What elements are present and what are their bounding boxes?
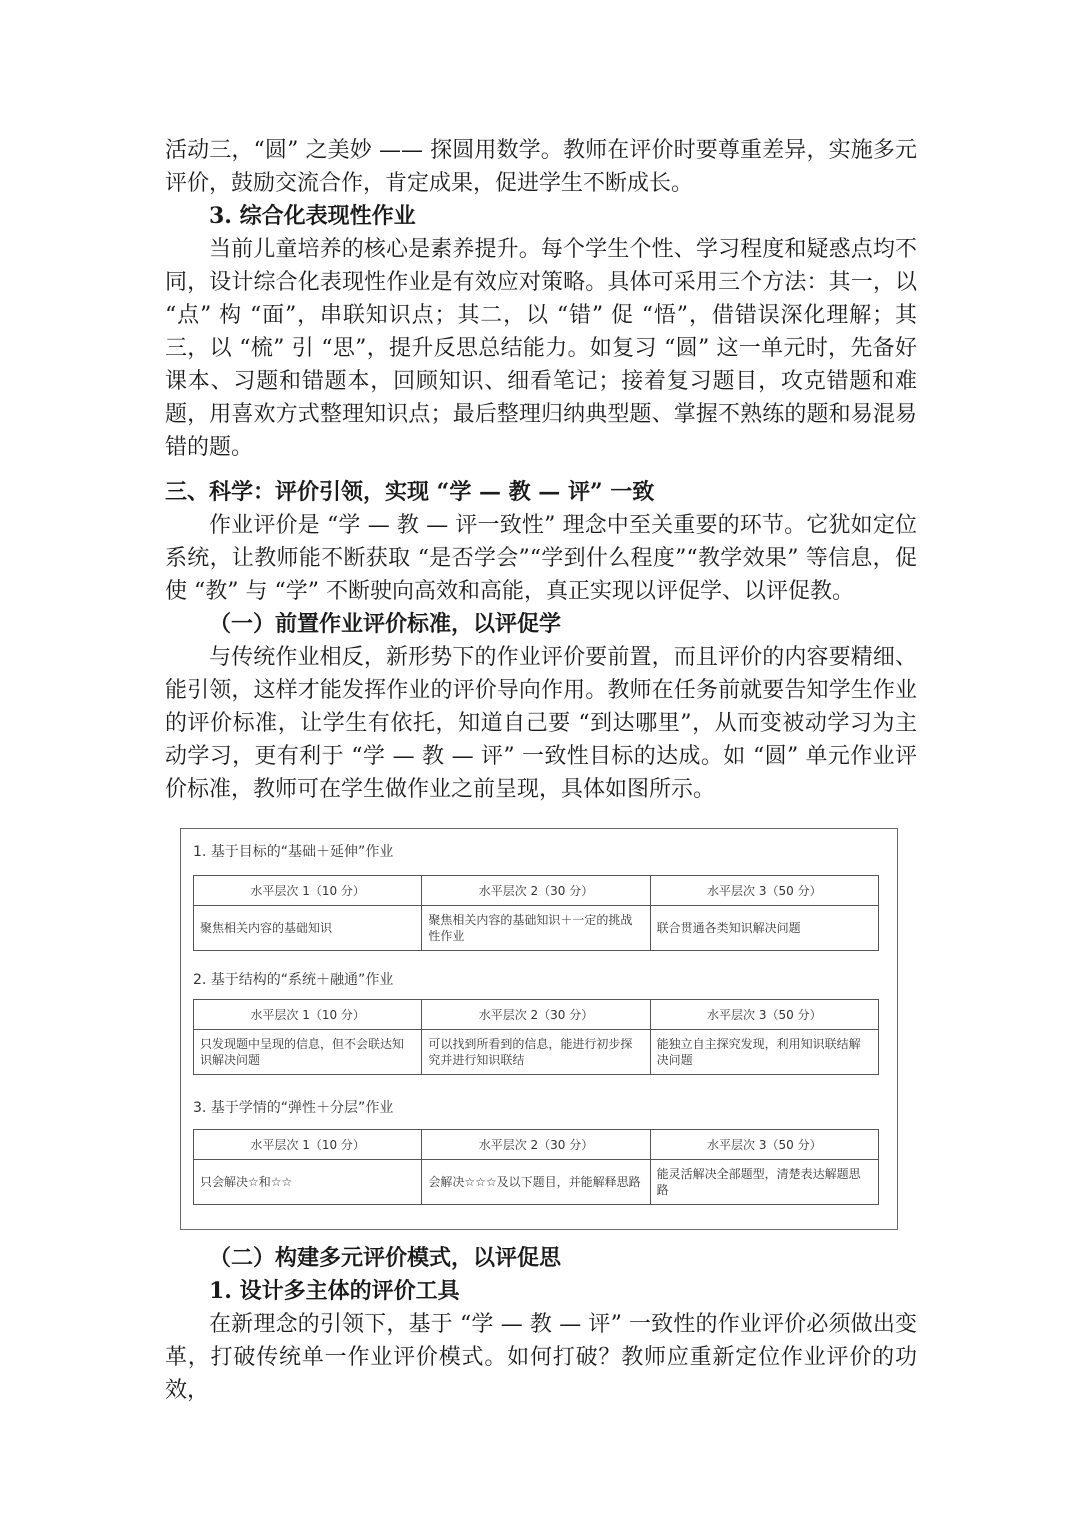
table-header-row [194,876,879,906]
section-heading-science: 三、科学：评价引领，实现 “学 — 教 — 评” 一致 [165,479,655,505]
table-header-row [194,1130,879,1160]
level-1-cell: 只会解决☆和☆☆ [194,1160,422,1205]
level-3-header: 水平层次 3（50 分） [650,876,878,906]
paragraph-activity-3: 活动三，“圆” 之美妙 —— 探圆用数学。教师在评价时要尊重差异，实施多元评价，鼓励交流合作，肯定成果，促进学生不断成长。 [165,138,917,196]
level-3-header: 水平层次 3（50 分） [650,1130,878,1160]
subheading-multi-subject-tools: 1. 设计多主体的评价工具 [209,1278,460,1304]
rubric-table [193,999,879,1075]
level-2-cell: 可以找到所看到的信息，能进行初步探究并进行知识联结 [422,1030,650,1075]
heading-comprehensive-homework: 3. 综合化表现性作业 [209,203,416,229]
table-row [194,906,879,951]
level-1-header: 水平层次 1（10 分） [194,1000,422,1030]
table-header-row [194,1000,879,1030]
paragraph-new-concept: 在新理念的引领下，基于 “学 — 教 — 评” 一致性的作业评价必须做出变革，打破传统单一作业评价模式。如何打破？教师应重新定位作业评价的功效， [165,1312,917,1403]
paragraph-comprehensive-homework: 当前儿童培养的核心是素养提升。每个学生个性、学习程度和疑惑点均不同，设计综合化表现性作业是有效应对策略。具体可采用三个方法：其一，以 “点” 构 “面”，串联知识点；其二，以 “错” 促 “悟”，借错误深化理解；其三，以 “梳” 引 “思”，提升反思总结能力。如复习 “圆” 这一单元时，先备好课本、习题和错题本，回顾知识、细看笔记；接着复习题目，攻克错题和难题，用喜欢方式整理知识点；最后整理归纳典型题、掌握不熟练的题和易混易错的题。 [165,237,917,460]
table-row [194,1160,879,1205]
figure-section-title: 3. 基于学情的“弹性＋分层”作业 [193,1100,394,1116]
document-body-continued [165,1242,917,1407]
level-1-cell: 只发现题中呈现的信息，但不会联达知识解决问题 [194,1030,422,1075]
rubric-table [193,875,879,951]
document-body [165,134,917,806]
level-3-cell: 能灵活解决全部题型，清楚表达解题思路 [650,1160,878,1205]
table-row [194,1030,879,1075]
figure-section-title: 1. 基于目标的“基础＋延伸”作业 [193,844,394,860]
level-2-cell: 聚焦相关内容的基础知识＋一定的挑战性作业 [422,906,650,951]
level-3-header: 水平层次 3（50 分） [650,1000,878,1030]
level-2-header: 水平层次 2（30 分） [422,1130,650,1160]
paragraph-pre-evaluation: 与传统作业相反，新形势下的作业评价要前置，而且评价的内容要精细、能引领，这样才能发挥作业的评价导向作用。教师在任务前就要告知学生作业的评价标准，让学生有依托，知道自己要 “到达哪里”，从而变被动学习为主动学习，更有利于 “学 — 教 — 评” 一致性目标的达成。如 “圆” 单元作业评价标准，教师可在学生做作业之前呈现，具体如图所示。 [165,645,917,802]
level-2-cell: 会解决☆☆☆及以下题目，并能解释思路 [422,1160,650,1205]
level-1-header: 水平层次 1（10 分） [194,876,422,906]
figure-section-title: 2. 基于结构的“系统＋融通”作业 [193,972,394,988]
level-2-header: 水平层次 2（30 分） [422,876,650,906]
subheading-pre-evaluation: （一）前置作业评价标准，以评促学 [209,611,562,637]
level-1-cell: 聚焦相关内容的基础知识 [194,906,422,951]
level-1-header: 水平层次 1（10 分） [194,1130,422,1160]
level-2-header: 水平层次 2（30 分） [422,1000,650,1030]
subheading-multi-evaluation: （二）构建多元评价模式，以评促思 [209,1245,562,1271]
paragraph-evaluation-intro: 作业评价是 “学 — 教 — 评一致性” 理念中至关重要的环节。它犹如定位系统，让教师能不断获取 “是否学会”“学到什么程度”“教学效果” 等信息，促使 “教” 与 “学” 不断驶向高效和高能，真正实现以评促学、以评促教。 [165,513,917,604]
evaluation-standards-figure [180,828,898,1230]
level-3-cell: 联合贯通各类知识解决问题 [650,906,878,951]
level-3-cell: 能独立自主探究发现，利用知识联结解决问题 [650,1030,878,1075]
rubric-table [193,1129,879,1205]
